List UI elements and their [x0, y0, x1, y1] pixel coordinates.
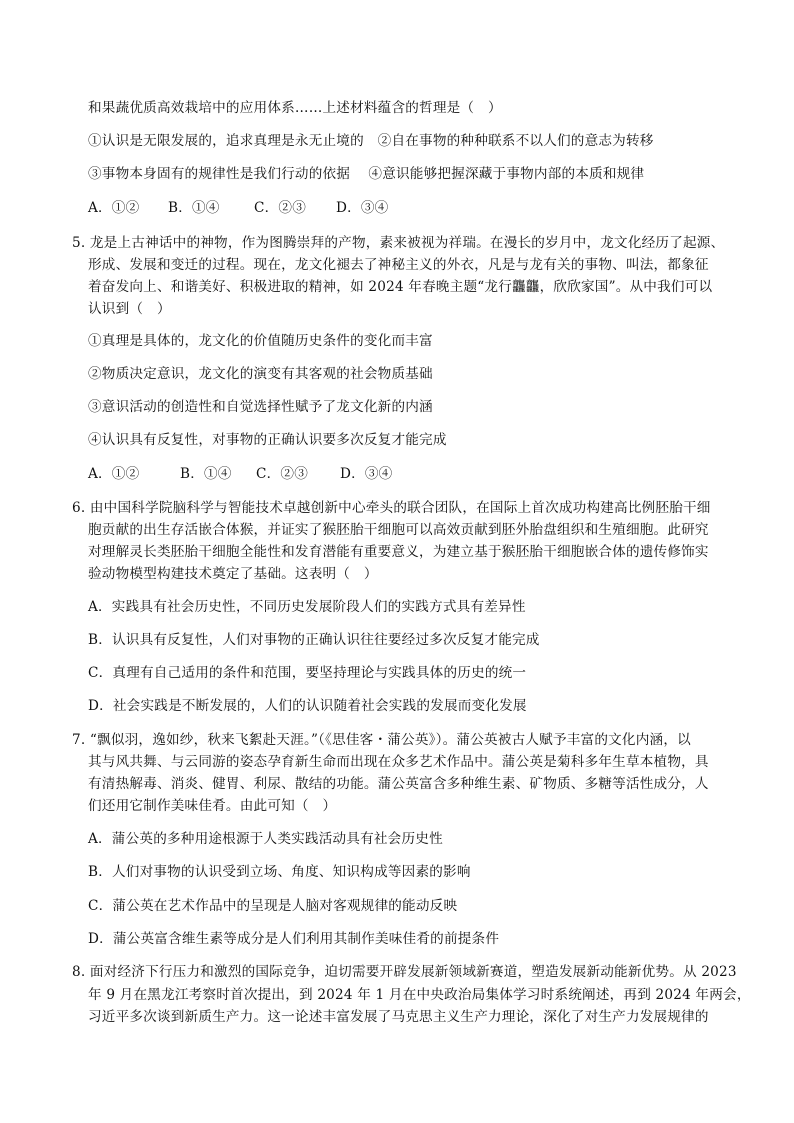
question-6-stem-line-1: 6. 由中国科学院脑科学与智能技术卓越创新中心牵头的联合团队，在国际上首次成功构建高比例胚胎干细 — [72, 500, 711, 516]
question-8-stem-line-1: 8. 面对经济下行压力和激烈的国际竞争，迫切需要开辟发展新领域新赛道，塑造发展新动能新优势。从 2023 — [72, 964, 737, 980]
question-5-statement-1: ①真理是具体的，龙文化的价值随历史条件的变化而丰富 — [88, 333, 433, 349]
question-4-stem-end: 和果蔬优质高效栽培中的应用体系……上述材料蕴含的哲理是（ ） — [88, 100, 502, 116]
question-7-option-d: D．蒲公英富含维生素等成分是人们利用其制作美味佳肴的前提条件 — [88, 931, 500, 947]
question-5-statement-3: ③意识活动的创造性和自觉选择性赋予了龙文化新的内涵 — [88, 399, 433, 415]
question-8-stem-line-2: 年 9 月在黑龙江考察时首次提出，到 2024 年 1 月在中央政治局集体学习时系统阐述，再到 2024 年两会， — [88, 987, 751, 1003]
option-d: D．③④ — [336, 200, 389, 216]
question-7-stem-line-4: 们还用它制作美味佳肴。由此可知（ ） — [88, 798, 337, 814]
question-4-statements-1-2: ①认识是无限发展的，追求真理是永无止境的 ②自在事物的种种联系不以人们的意志为转移 — [88, 133, 654, 149]
question-7-option-b: B．人们对事物的认识受到立场、角度、知识构成等因素的影响 — [88, 864, 471, 880]
question-6-option-a: A．实践具有社会历史性，不同历史发展阶段人们的实践方式具有差异性 — [88, 599, 526, 615]
question-7-option-a: A．蒲公英的多种用途根源于人类实践活动具有社会历史性 — [88, 831, 443, 847]
option-a: A．①② — [88, 200, 140, 216]
question-5-options — [88, 464, 420, 484]
question-6-option-d: D．社会实践是不断发展的，人们的认识随着社会实践的发展而变化发展 — [88, 698, 527, 714]
option-b: B．①④ — [168, 200, 220, 216]
question-7-option-c: C．蒲公英在艺术作品中的呈现是人脑对客观规律的能动反映 — [88, 898, 458, 914]
option-b: B．①④ — [180, 466, 232, 482]
question-5-stem-line-3: 着奋发向上、和谐美好、积极进取的精神，如 2024 年春晚主题“龙行龘龘，欣欣家国”。从中我们可以 — [88, 279, 713, 295]
question-6-stem-line-4: 验动物模型构建技术奠定了基础。这表明（ ） — [88, 566, 378, 582]
question-7-stem-line-2: 其与风共舞、与云同游的姿态孕育新生命而出现在众多艺术作品中。蒲公英是菊科多年生草本植物，具 — [88, 754, 709, 770]
question-6-option-b: B．认识具有反复性，人们对事物的正确认识往往要经过多次反复才能完成 — [88, 632, 540, 648]
option-d: D．③④ — [340, 466, 393, 482]
question-5-stem-line-4: 认识到（ ） — [88, 301, 171, 317]
question-4-options — [88, 198, 416, 218]
question-4-statements-3-4: ③事物本身固有的规律性是我们行动的依据 ④意识能够把握深藏于事物内部的本质和规律 — [88, 166, 645, 182]
question-6-stem-line-3: 对理解灵长类胚胎干细胞全能性和发育潜能有重要意义，为建立基于猴胚胎干细胞嵌合体的遗传修饰实 — [88, 544, 709, 560]
option-c: C．②③ — [256, 466, 308, 482]
question-7-stem-line-1: 7. “飘似羽，逸如纱，秋来飞絮赴天涯。”（《思佳客・蒲公英》）。蒲公英被古人赋予丰富的文化内涵，以 — [72, 732, 691, 748]
question-7-stem-line-3: 有清热解毒、消炎、健胃、利尿、散结的功能。蒲公英富含多种维生素、矿物质、多糖等活性成分，人 — [88, 776, 709, 792]
question-8-stem-line-3: 习近平多次谈到新质生产力。这一论述丰富发展了马克思主义生产力理论，深化了对生产力发展规律的 — [88, 1009, 709, 1025]
question-6-option-c: C．真理有自己适用的条件和范围，要坚持理论与实践具体的历史的统一 — [88, 665, 527, 681]
question-5-stem-line-1: 5. 龙是上古神话中的神物，作为图腾崇拜的产物，素来被视为祥瑞。在漫长的岁月中，龙文化经历了起源、 — [72, 235, 725, 251]
question-5-stem-line-2: 形成、发展和变迁的过程。现在，龙文化褪去了神秘主义的外衣，凡是与龙有关的事物、叫法，都象征 — [88, 257, 709, 273]
question-5-statement-4: ④认识具有反复性，对事物的正确认识要多次反复才能完成 — [88, 432, 447, 448]
option-c: C．②③ — [254, 200, 306, 216]
question-5-statement-2: ②物质决定意识，龙文化的演变有其客观的社会物质基础 — [88, 366, 433, 382]
question-6-stem-line-2: 胞贡献的出生存活嵌合体猴，并证实了猴胚胎干细胞可以高效贡献到胚外胎盘组织和生殖细胞。此研究 — [88, 522, 709, 538]
option-a: A．①② — [88, 466, 140, 482]
